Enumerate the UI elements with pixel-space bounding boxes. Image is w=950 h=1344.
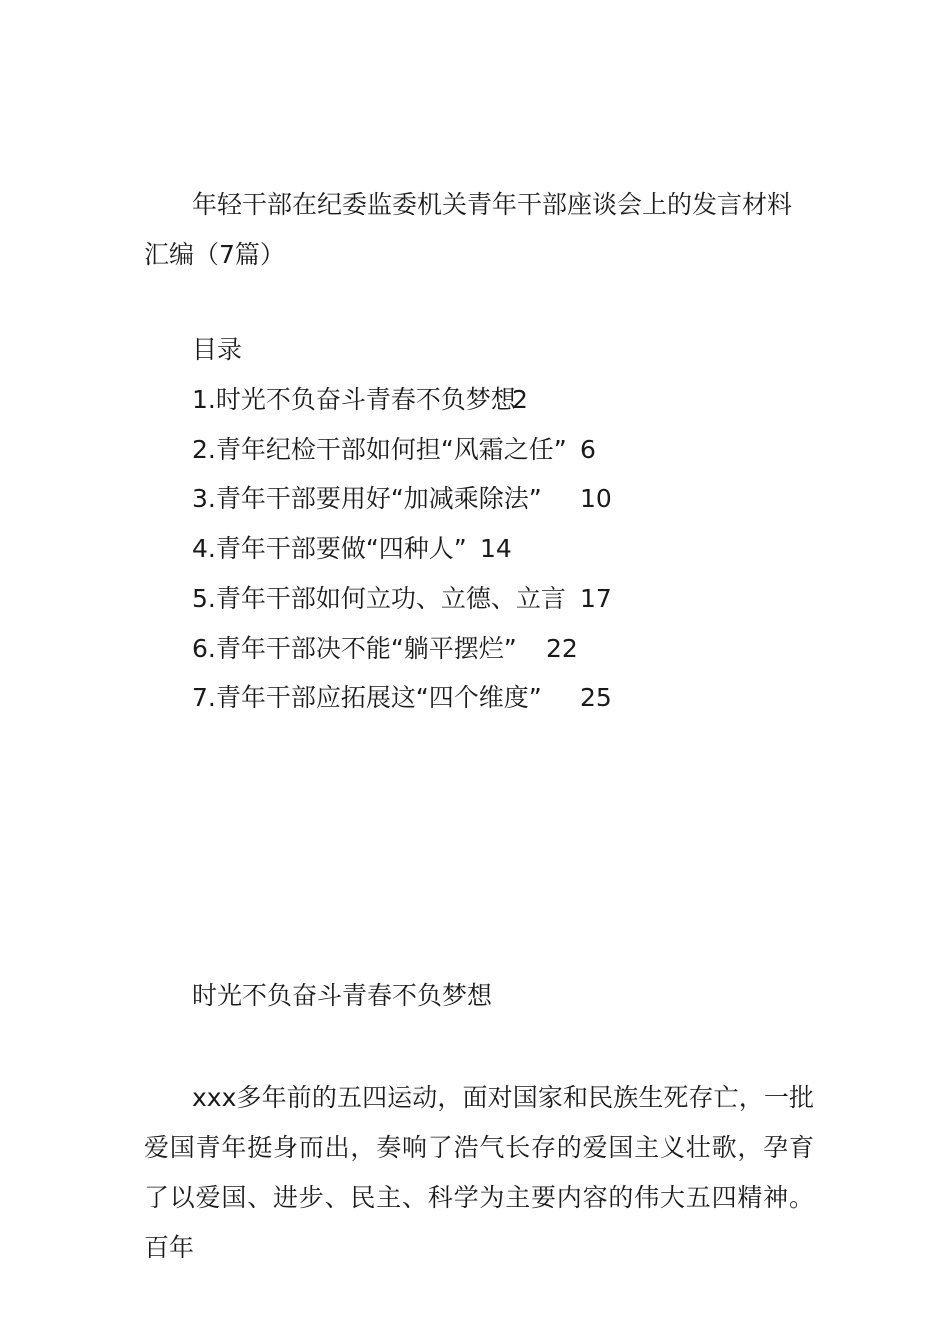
toc-heading: 目录 bbox=[192, 335, 243, 364]
toc-page-number-7: 25 bbox=[580, 683, 612, 712]
document-title: 年轻干部在纪委监委机关青年干部座谈会上的发言材料汇编（7篇） bbox=[144, 190, 793, 269]
toc-item-5[interactable]: 5.青年干部如何立功、立德、立言 bbox=[192, 584, 566, 613]
toc-page-number-2: 6 bbox=[580, 435, 596, 464]
toc-page-number-5: 17 bbox=[580, 584, 612, 613]
body-paragraph: xxx多年前的五四运动，面对国家和民族生死存亡，一批爱国青年挺身而出，奏响了浩气长存的爱国主义壮歌，孕育了以爱国、进步、民主、科学为主要内容的伟大五四精神。百年 bbox=[144, 1083, 814, 1262]
toc-item-1[interactable]: 1.时光不负奋斗青春不负梦想 bbox=[192, 385, 516, 414]
toc-page-number-3: 10 bbox=[580, 484, 612, 513]
toc-item-6[interactable]: 6.青年干部决不能“躺平摆烂” bbox=[192, 634, 517, 663]
toc-item-2[interactable]: 2.青年纪检干部如何担“风霜之任” bbox=[192, 435, 567, 464]
toc-page-number-4: 14 bbox=[480, 534, 512, 563]
toc-page-number-1: 2 bbox=[512, 385, 528, 414]
toc-item-7[interactable]: 7.青年干部应拓展这“四个维度” bbox=[192, 683, 542, 712]
toc-page-number-6: 22 bbox=[546, 634, 578, 663]
toc-item-4[interactable]: 4.青年干部要做“四种人” bbox=[192, 534, 467, 563]
section-title: 时光不负奋斗青春不负梦想 bbox=[192, 981, 493, 1010]
toc-item-3[interactable]: 3.青年干部要用好“加减乘除法” bbox=[192, 484, 542, 513]
